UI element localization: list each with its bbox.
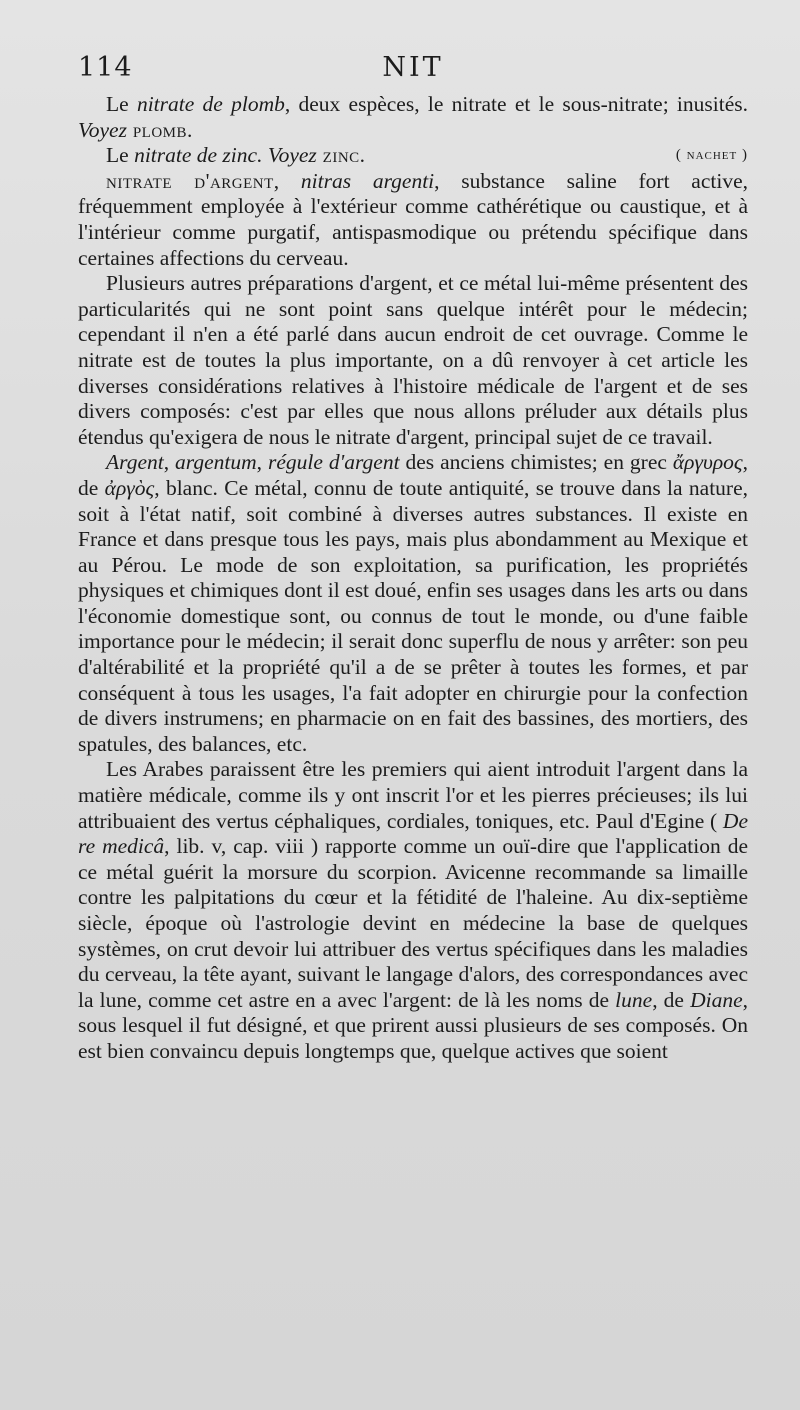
page-number: 114 [78, 52, 133, 83]
text-span: , deux espèces, le nitrate et le sous-nitrate; inusités. [284, 92, 748, 116]
paragraph-nitrate-plomb [78, 92, 748, 143]
greek-term: ἄργυρος [672, 450, 743, 475]
text-span: Le [106, 143, 135, 168]
term-italic: régule d'argent [268, 450, 400, 475]
paragraph-argent [78, 450, 748, 757]
text-span: , [273, 168, 301, 193]
text-span: Les Arabes paraissent être les premiers qui aient introduit l'argent dans la matière médicale, comme ils y ont inscrit l'or et les pierres précieuses; ils lui attribuaient des vertus céphaliques, cordiales, toniques, etc. Paul d'Egine ( [78, 757, 748, 833]
running-head: NIT [382, 52, 444, 83]
text-span: , [163, 450, 176, 475]
paragraph-nitrate-argent [78, 169, 748, 271]
cross-reference-italic: Voyez [78, 117, 127, 142]
cross-reference-italic: Voyez [267, 143, 317, 168]
term-italic: Diane [690, 987, 743, 1012]
term-italic: argentum [175, 450, 257, 475]
paragraph-nitrate-zinc [78, 143, 748, 169]
paragraph-arabes [78, 757, 748, 1064]
term-italic: lune [615, 987, 653, 1012]
citation-italic: De re medicâ [78, 808, 748, 859]
latin-term: nitras argenti [300, 168, 435, 193]
cross-reference-target: plomb. [126, 117, 193, 142]
text-span: des anciens chimistes; en grec [399, 450, 673, 475]
page-header [78, 52, 748, 92]
greek-term: ἀργὸς [104, 475, 155, 500]
term-italic: nitrate de zinc. [134, 143, 263, 168]
text-span: , substance saline fort active, fréquemment employée à l'extérieur comme cathérétique ou caustique, et à l'intérieur comme purgatif, antispasmodique ou prétendu spécifique dans certaines affections du cerveau. [78, 168, 748, 270]
text-span: Le [106, 92, 137, 116]
text-span: , de [78, 450, 748, 500]
text-span: , de [652, 987, 691, 1012]
author-byline: ( nachet ) [675, 147, 748, 164]
text-span: , [256, 450, 268, 475]
term-italic: nitrate de plomb [136, 92, 285, 116]
body-text [78, 92, 748, 1065]
term-italic: Argent [106, 450, 164, 475]
paragraph-preparations: Plusieurs autres préparations d'argent, et ce métal lui-même présentent des particularités qui ne sont point sans quelque intérêt pour le médecin; cependant il n'en a été parlé dans aucun endroit de cet ouvrage. Comme le nitrate est de toutes la plus importante, on a dû renvoyer à cet article les diverses considérations relatives à l'histoire médicale de l'argent et de ses divers composés: c'est par elles que nous allons préluder aux détails plus étendus qu'exigera de nous le nitrate d'argent, principal sujet de ce travail. [78, 271, 748, 449]
cross-reference-target: zinc. [316, 143, 366, 168]
text-span: , sous lesquel il fut désigné, et que prirent aussi plusieurs de ses composés. On est bien convaincu depuis longtemps que, quelque actives que soient [78, 987, 748, 1063]
text-span: , lib. v, cap. viii ) rapporte comme un ouï-dire que l'application de ce métal guérit la morsure du scorpion. Avicenne recommande sa limaille contre les palpitations du cœur et la fétidité de l'haleine. Au dix-septième siècle, époque où l'astrologie devint en médecine la base de quelques systèmes, on crut devoir lui attribuer des vertus spécifiques dans les maladies du cerveau, la tête ayant, suivant le langage d'alors, des correspondances avec la lune, comme cet astre en a avec l'argent: de là les noms de [78, 834, 748, 1012]
entry-heading: nitrate d'argent [106, 168, 274, 193]
text-span: , blanc. Ce métal, connu de toute antiquité, se trouve dans la nature, soit à l'état natif, soit combiné à diverses autres substances. Il existe en France et dans presque tous les pays, mais plus abondamment au Mexique et au Pérou. Le mode de son exploitation, sa purification, les propriétés physiques et chimiques dont il est doué, enfin ses usages dans les arts ou dans l'économie domestique sont, ou connus de tout le monde, ou d'une faible importance pour le médecin; il serait donc superflu de nous y arrêter: son peu d'altérabilité et la propriété qu'il a de se prêter à toutes les formes, et par conséquent à tous les usages, l'a fait adopter en chirurgie pour la confection de divers instrumens; en pharmacie on en fait des bassines, des mortiers, des spatules, des balances, etc. [78, 475, 749, 756]
